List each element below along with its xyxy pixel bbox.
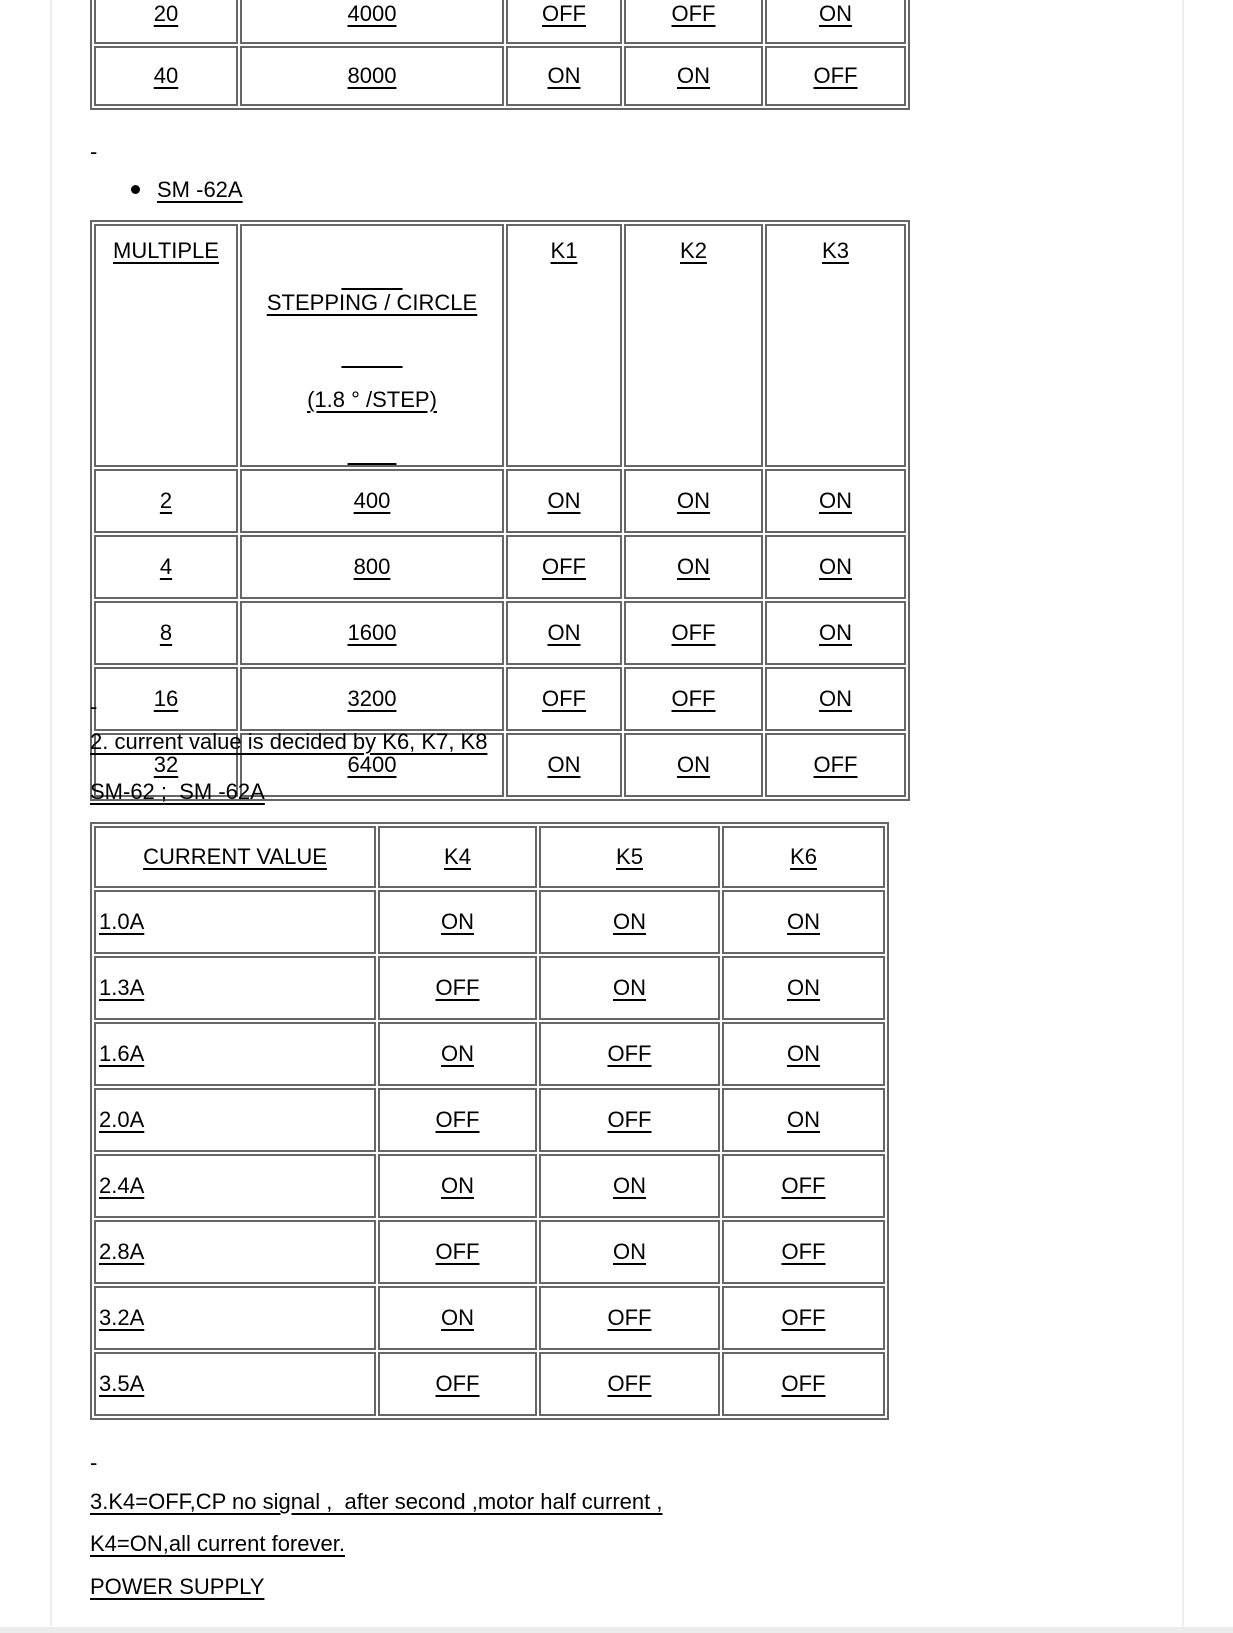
table-cell: 2 [94, 469, 238, 533]
table-cell: ON [765, 601, 906, 665]
sm62a-steps-table [90, 220, 910, 801]
table-cell: ON [378, 890, 537, 954]
table-cell: ON [539, 1220, 720, 1284]
bullet-item-sm62a: SM -62A [157, 177, 243, 202]
table-cell: 4 [94, 535, 238, 599]
table-cell: 1600 [240, 601, 504, 665]
table-cell: ON [539, 1154, 720, 1218]
table-cell: 2.0A [94, 1088, 376, 1152]
table-cell: 2.4A [94, 1154, 376, 1218]
table-cell: OFF [378, 1220, 537, 1284]
current-value-table [90, 822, 889, 1420]
note-current-value: 2. current value is decided by K6, K7, K8 [90, 729, 488, 754]
column-header: K6 [722, 826, 885, 888]
table-row [94, 0, 906, 44]
separator-dash: - [90, 694, 98, 719]
table-row [94, 46, 906, 106]
header-line: STEPPING / CIRCLE [266, 290, 478, 315]
column-header: CURRENT VALUE [94, 826, 376, 888]
table-row [94, 1286, 885, 1350]
separator-dash: - [90, 139, 98, 164]
table-row [94, 890, 885, 954]
column-header: MULTIPLE [94, 224, 238, 467]
table-cell: 6400 [240, 733, 504, 797]
table-cell: 1.3A [94, 956, 376, 1020]
table-cell: OFF [722, 1352, 885, 1416]
table-cell: ON [722, 890, 885, 954]
table-cell: ON [506, 733, 622, 797]
table-cell: ON [539, 956, 720, 1020]
column-header [240, 224, 504, 467]
table-cell: 4000 [240, 0, 504, 44]
table-cell: ON [378, 1286, 537, 1350]
table-cell: OFF [506, 667, 622, 731]
table-cell: 1.0A [94, 890, 376, 954]
table-cell: 800 [240, 535, 504, 599]
table-cell: OFF [539, 1088, 720, 1152]
table-cell: ON [506, 469, 622, 533]
table-cell: 3.5A [94, 1352, 376, 1416]
table-cell: OFF [624, 601, 763, 665]
table-cell: ON [539, 890, 720, 954]
column-header: K4 [378, 826, 537, 888]
table-header-row [94, 224, 906, 467]
table-cell: OFF [765, 46, 906, 106]
table-cell: 20 [94, 0, 238, 44]
table-cell: ON [722, 956, 885, 1020]
page-left-edge [50, 0, 52, 1633]
column-header: K5 [539, 826, 720, 888]
table-header-row [94, 826, 885, 888]
table-cell: OFF [624, 667, 763, 731]
table-row [94, 1220, 885, 1284]
table-cell: OFF [722, 1286, 885, 1350]
table-row [94, 1088, 885, 1152]
table-row [94, 1022, 885, 1086]
table-cell: ON [722, 1022, 885, 1086]
table-cell: OFF [624, 0, 763, 44]
page-bottom-edge [0, 1627, 1233, 1633]
table-cell: ON [378, 1022, 537, 1086]
table-row [94, 667, 906, 731]
table-cell: ON [722, 1088, 885, 1152]
table-cell: ON [765, 667, 906, 731]
table-row [94, 601, 906, 665]
bullet-icon [131, 185, 140, 194]
table-row [94, 956, 885, 1020]
steps-table-partial [90, 0, 910, 110]
table-cell: ON [624, 469, 763, 533]
power-supply-heading: POWER SUPPLY [90, 1574, 265, 1599]
column-header: K1 [506, 224, 622, 467]
model-names-line: SM-62 ; SM -62A [90, 779, 265, 804]
table-cell: OFF [378, 956, 537, 1020]
table-cell: OFF [506, 535, 622, 599]
table-cell: 16 [94, 667, 238, 731]
table-cell: OFF [506, 0, 622, 44]
table-cell: ON [624, 535, 763, 599]
table-cell: OFF [539, 1286, 720, 1350]
column-header: K3 [765, 224, 906, 467]
table-cell: OFF [378, 1352, 537, 1416]
table-cell: OFF [539, 1352, 720, 1416]
table-cell: 8000 [240, 46, 504, 106]
table-cell: ON [624, 46, 763, 106]
table-cell: 1.6A [94, 1022, 376, 1086]
note-k4-line2: K4=ON,all current forever. [90, 1531, 345, 1556]
table-row [94, 1154, 885, 1218]
table-cell: 3200 [240, 667, 504, 731]
table-cell: OFF [539, 1022, 720, 1086]
table-cell: ON [506, 46, 622, 106]
table-cell: ON [506, 601, 622, 665]
table-cell: 40 [94, 46, 238, 106]
table-cell: ON [765, 469, 906, 533]
table-cell: OFF [722, 1154, 885, 1218]
table-row [94, 469, 906, 533]
table-cell: 32 [94, 733, 238, 797]
column-header: K2 [624, 224, 763, 467]
table-cell: OFF [765, 733, 906, 797]
page-right-edge [1182, 0, 1184, 1633]
table-cell: ON [765, 0, 906, 44]
table-row [94, 1352, 885, 1416]
table-row [94, 535, 906, 599]
header-line: (1.8 ° /STEP) [307, 387, 437, 412]
table-cell: OFF [722, 1220, 885, 1284]
table-cell: 3.2A [94, 1286, 376, 1350]
table-cell: 2.8A [94, 1220, 376, 1284]
separator-dash: - [90, 1450, 98, 1475]
table-cell: ON [624, 733, 763, 797]
table-cell: ON [765, 535, 906, 599]
table-cell: OFF [378, 1088, 537, 1152]
table-cell: 8 [94, 601, 238, 665]
note-k4-line1: 3.K4=OFF,CP no signal , after second ,motor half current , [90, 1489, 663, 1514]
table-cell: 400 [240, 469, 504, 533]
table-cell: ON [378, 1154, 537, 1218]
